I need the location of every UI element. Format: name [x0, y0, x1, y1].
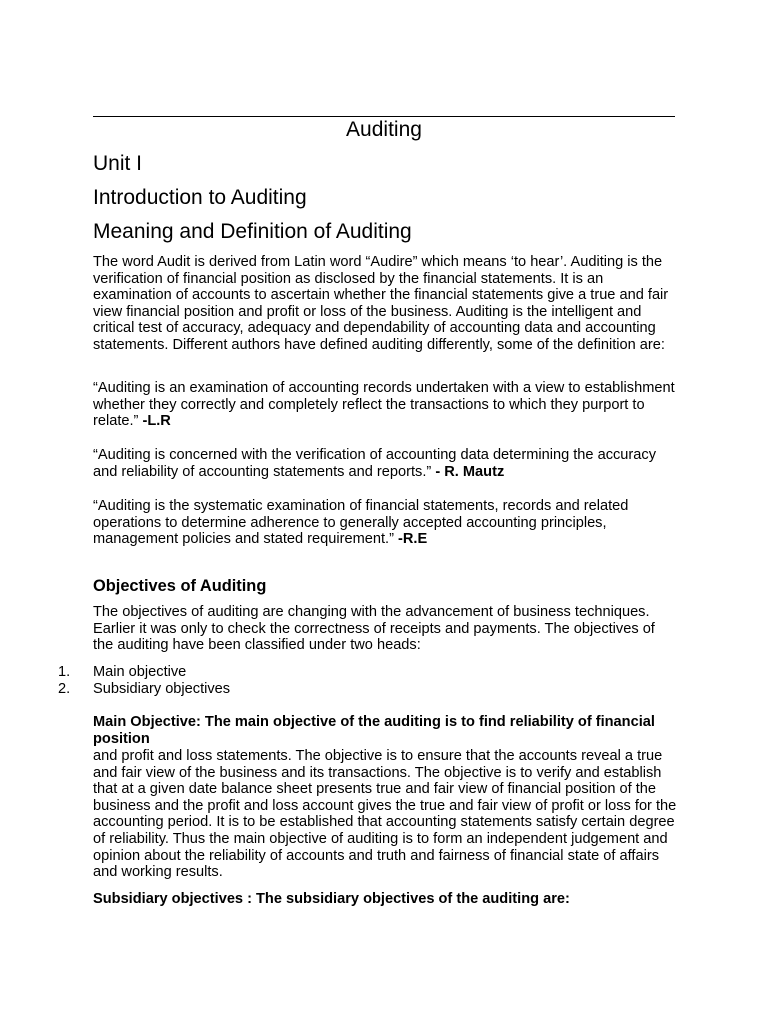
definition-quote-1 — [93, 380, 677, 430]
list-number: 1. — [58, 664, 71, 680]
definition-quote-2 — [93, 447, 677, 480]
definition-quote-3 — [93, 498, 677, 548]
definition-author-1: -L.R — [138, 413, 171, 430]
document-title: Auditing — [346, 118, 422, 141]
section-heading: Meaning and Definition of Auditing — [93, 220, 412, 243]
definition-text-3: “Auditing is the systematic examination of financial statements, records and related operations to determine adherence to generally accepted accounting principles, management policies and stated requirement.” — [93, 498, 629, 548]
objectives-heading: Objectives of Auditing — [93, 577, 267, 595]
definition-text-2: “Auditing is concerned with the verification of accounting data determining the accuracy and reliability of accounting statements and reports.” — [93, 447, 656, 480]
definition-author-3: -R.E — [393, 531, 428, 548]
definition-author-2: - R. Mautz — [431, 463, 505, 480]
definition-text-1: “Auditing is an examination of accounting records undertaken with a view to establishment whether they correctly and completely reflect the transactions to which they purport to relate.” — [93, 380, 675, 430]
objectives-intro: The objectives of auditing are changing with the advancement of business techniques. Earlier it was only to check the correctness of receipts and payments. The objectives of the auditing have been classified under two heads: — [93, 604, 655, 654]
list-label: Subsidiary objectives — [93, 680, 231, 697]
intro-paragraph: The word Audit is derived from Latin word “Audire” which means ‘to hear’. Auditing is the verification of financial position as disclosed by the financial statements. It is an examination of accounts to ascertain whether the financial statements give a true and fair view financial position and profit or loss of the business. Auditing is the intelligent and critical test of accuracy, adequacy and dependability of accounting data and accounting statements. Different authors have defined auditing differently, some of the definition are: — [93, 254, 669, 353]
main-objective-heading: Main Objective: The main objective of the auditing is to find reliability of financial position — [93, 714, 655, 747]
unit-heading: Unit I — [93, 152, 143, 175]
main-objective-text: and profit and loss statements. The objective is to ensure that the accounts reveal a true and fair view of the business and its transactions. The objective is to verify and establish that at a given date balance sheet presents true and fair view of financial position of the business and the profit and loss account gives the true and fair view of profit or loss for the accounting period. It is to be established that accounting statements satisfy certain degree of reliability. Thus the main objective of auditing is to form an independent judgement and opinion about the reliability of accounts and truth and fairness of financial state of affairs and working results. — [93, 748, 677, 881]
header-rule — [93, 116, 675, 117]
list-label: Main objective — [93, 664, 187, 680]
objectives-list — [58, 664, 678, 698]
list-item — [58, 681, 678, 698]
subsidiary-objectives-heading: Subsidiary objectives : The subsidiary objectives of the auditing are: — [93, 891, 570, 907]
chapter-heading: Introduction to Auditing — [93, 186, 307, 209]
list-number: 2. — [58, 680, 71, 697]
list-item — [58, 664, 678, 681]
